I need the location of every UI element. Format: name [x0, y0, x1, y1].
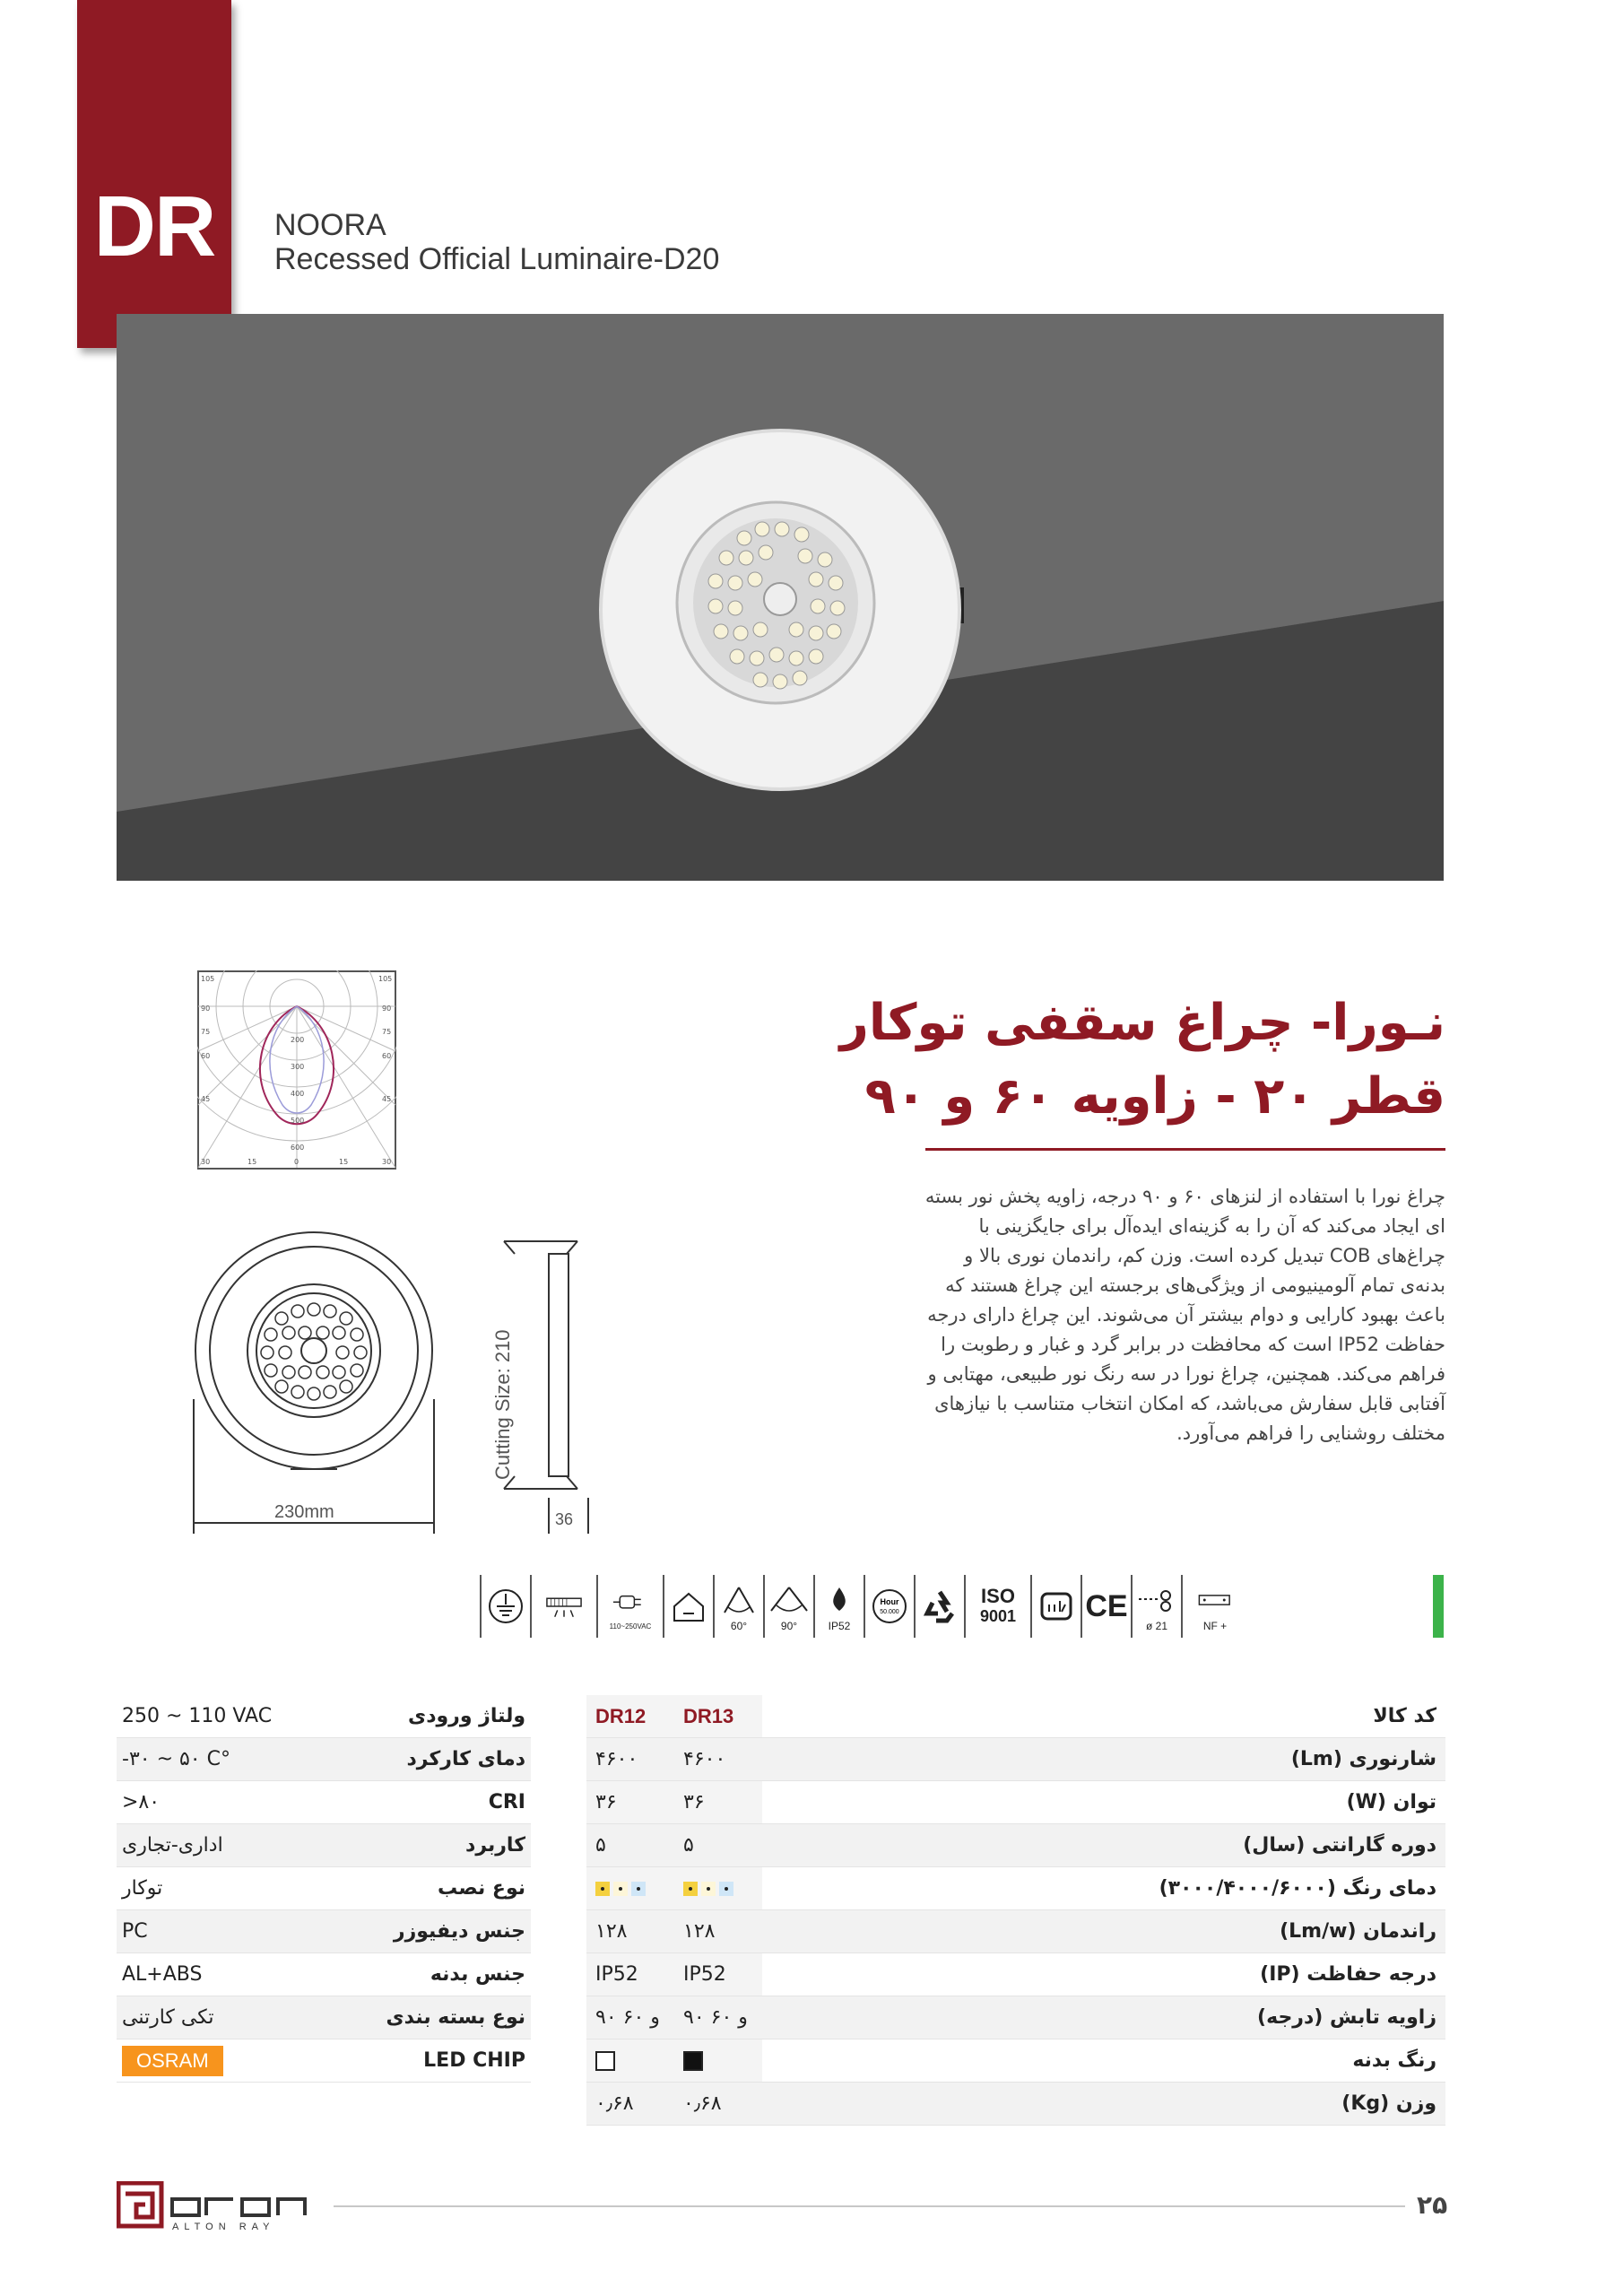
table-row: توکار نوع نصب: [117, 1867, 531, 1910]
recycle-icon: [914, 1575, 964, 1638]
angle-right-75: 75: [382, 1028, 392, 1036]
angle-left-105: 105: [201, 975, 215, 983]
cutout-label: ø 21: [1145, 1620, 1167, 1632]
beam-90-icon: [763, 1575, 813, 1638]
angle-left-45: 45: [201, 1095, 211, 1103]
angle-right-105: 105: [378, 975, 393, 983]
ring-500: 500: [291, 1117, 305, 1125]
product-title-line1: نـورا- چراغ سقفی توکار: [839, 994, 1445, 1052]
ring-200: 200: [291, 1036, 305, 1044]
model-dr13: DR13: [674, 1695, 762, 1738]
ip52-icon: [813, 1575, 864, 1638]
category-tab: [77, 0, 231, 348]
product-subtitle: Recessed Official Luminaire-D20: [274, 242, 720, 276]
table-row: ۱۲۸ ۱۲۸ راندمان (Lm/w): [586, 1910, 1445, 1953]
table-row: ۴۶۰۰ ۴۶۰۰ شارنوری (Lm): [586, 1738, 1445, 1781]
ring-300: 300: [291, 1063, 305, 1071]
angle-left-30: 30: [201, 1158, 211, 1166]
body-color-dr13: [683, 2051, 703, 2071]
angle-right-45: 45: [382, 1095, 392, 1103]
table-row: اداری-تجاری کاربرد: [117, 1824, 531, 1867]
indoor-icon: [663, 1575, 713, 1638]
body-color-dr12: [595, 2051, 615, 2071]
iso-icon: ISO 9001: [964, 1575, 1030, 1638]
table-row: ۳۶ ۳۶ توان (W): [586, 1781, 1445, 1824]
model-dr12: DR12: [586, 1695, 674, 1738]
cutting-size-label: Cutting Size: 210: [491, 1329, 514, 1480]
svg-text:50.000: 50.000: [880, 1609, 899, 1615]
plug-icon: [596, 1575, 663, 1638]
product-brand: NOORA: [274, 208, 386, 242]
earth-icon: [480, 1575, 530, 1638]
nf-icon: [1181, 1575, 1247, 1638]
table-row: ۵ ۵ دوره گارانتی (سال): [586, 1824, 1445, 1867]
product-title-line2: قطر ۲۰ - زاویه ۶۰ و ۹۰: [864, 1067, 1445, 1126]
table-row: OSRAM LED CHIP: [117, 2039, 531, 2083]
ce-icon: [1081, 1575, 1131, 1638]
angle-left-75: 75: [201, 1028, 211, 1036]
hour-icon: [864, 1575, 914, 1638]
company-logo: [117, 2181, 314, 2235]
product-photo: [117, 314, 1444, 881]
angle-right-60: 60: [382, 1052, 392, 1060]
photometric-diagram: [197, 970, 396, 1170]
angle-right-30: 30: [382, 1158, 392, 1166]
ring-400: 400: [291, 1090, 305, 1098]
angle-left-60: 60: [201, 1052, 211, 1060]
table-row: PC جنس دیفیوزر: [117, 1910, 531, 1953]
angle-left-15: 15: [247, 1158, 257, 1166]
page-number: ۲۵: [1417, 2190, 1448, 2220]
depth-label: 36: [555, 1510, 574, 1528]
accent-bar: [1433, 1575, 1444, 1638]
product-description: چراغ نورا با استفاده از لنزهای ۶۰ و ۹۰ درجه، زاویه پخش نور بسته ای ایجاد می‌کند که آن را به گزینه‌ای ایده‌آل برای جایگزینی با چراغ‌های COB تبدیل کرده است. وزن کم، راندمان نوری بالا و بدنه‌ی تمام آلومینیومی از ویژگی‌های برجسته این چراغ هستند که باعث بهبود کارایی و دوام بیشتر آن می‌شوند. این چراغ دارای درجه حفاظت IP52 است که محافظت در برابر گرد و غبار و رطوبت را فراهم می‌کند. همچنین، چراغ نورا در سه رنگ نور طبیعی، مهتابی و آفتابی قابل سفارش می‌باشد، که امکان انتخاب متناسب با نیازهای مختلف روشنایی را فراهم می‌آورد.: [924, 1186, 1445, 1444]
table-row: رنگ بدنه: [586, 2039, 1445, 2083]
cutout-icon: [1131, 1575, 1181, 1638]
nf-label: NF +: [1202, 1620, 1228, 1632]
model-spec-table: [586, 1695, 1445, 2126]
general-spec-table: [117, 1695, 531, 2083]
beam-60-label: 60°: [730, 1620, 748, 1632]
title-divider: [925, 1148, 1445, 1151]
plug-voltage-label: 110~250VAC: [609, 1622, 652, 1631]
table-row: AL+ABS جنس بدنه: [117, 1953, 531, 1996]
logo-text: ALTON RAY: [172, 2222, 275, 2231]
driver-icon: [530, 1575, 596, 1638]
footer-divider: [334, 2205, 1405, 2207]
diameter-label: 230mm: [274, 1502, 334, 1522]
feature-icons: [480, 1571, 1448, 1641]
table-row: 250 ~ 110 VAC ولتاژ ورودی: [117, 1695, 531, 1738]
standard-icon: [1030, 1575, 1081, 1638]
technical-drawing: [192, 1229, 604, 1543]
color-temp-swatches-dr13: [674, 1867, 762, 1910]
beam-60-icon: [713, 1575, 763, 1638]
table-row: >۸۰ CRI: [117, 1781, 531, 1824]
table-row: ۰٫۶۸ ۰٫۶۸ وزن (Kg): [586, 2083, 1445, 2126]
svg-text:Hour: Hour: [880, 1597, 899, 1606]
table-header-row: DR12 DR13 کد کالا: [586, 1695, 1445, 1738]
table-row: ۹۰ و ۶۰ ۹۰ و ۶۰ زاویه تابش (درجه): [586, 1996, 1445, 2039]
table-row: IP52 IP52 درجه حفاظت (IP): [586, 1953, 1445, 1996]
angle-left-90: 90: [201, 1004, 211, 1013]
table-row: دمای رنگ (۳۰۰۰/۴۰۰۰/۶۰۰۰): [586, 1867, 1445, 1910]
ring-600: 600: [291, 1144, 305, 1152]
table-row: -۳۰ ~ ۵۰ C° دمای کارکرد: [117, 1738, 531, 1781]
beam-90-label: 90°: [780, 1620, 798, 1632]
ce-label: CE: [1085, 1588, 1128, 1623]
color-temp-swatches-dr12: [586, 1867, 674, 1910]
ip-label: IP52: [828, 1620, 851, 1632]
angle-right-15: 15: [339, 1158, 349, 1166]
led-chip-badge: OSRAM: [122, 2046, 223, 2076]
table-row: تکی کارتنی نوع بسته بندی: [117, 1996, 531, 2039]
angle-0: 0: [294, 1158, 299, 1166]
category-code: DR: [93, 178, 215, 274]
angle-right-90: 90: [382, 1004, 392, 1013]
